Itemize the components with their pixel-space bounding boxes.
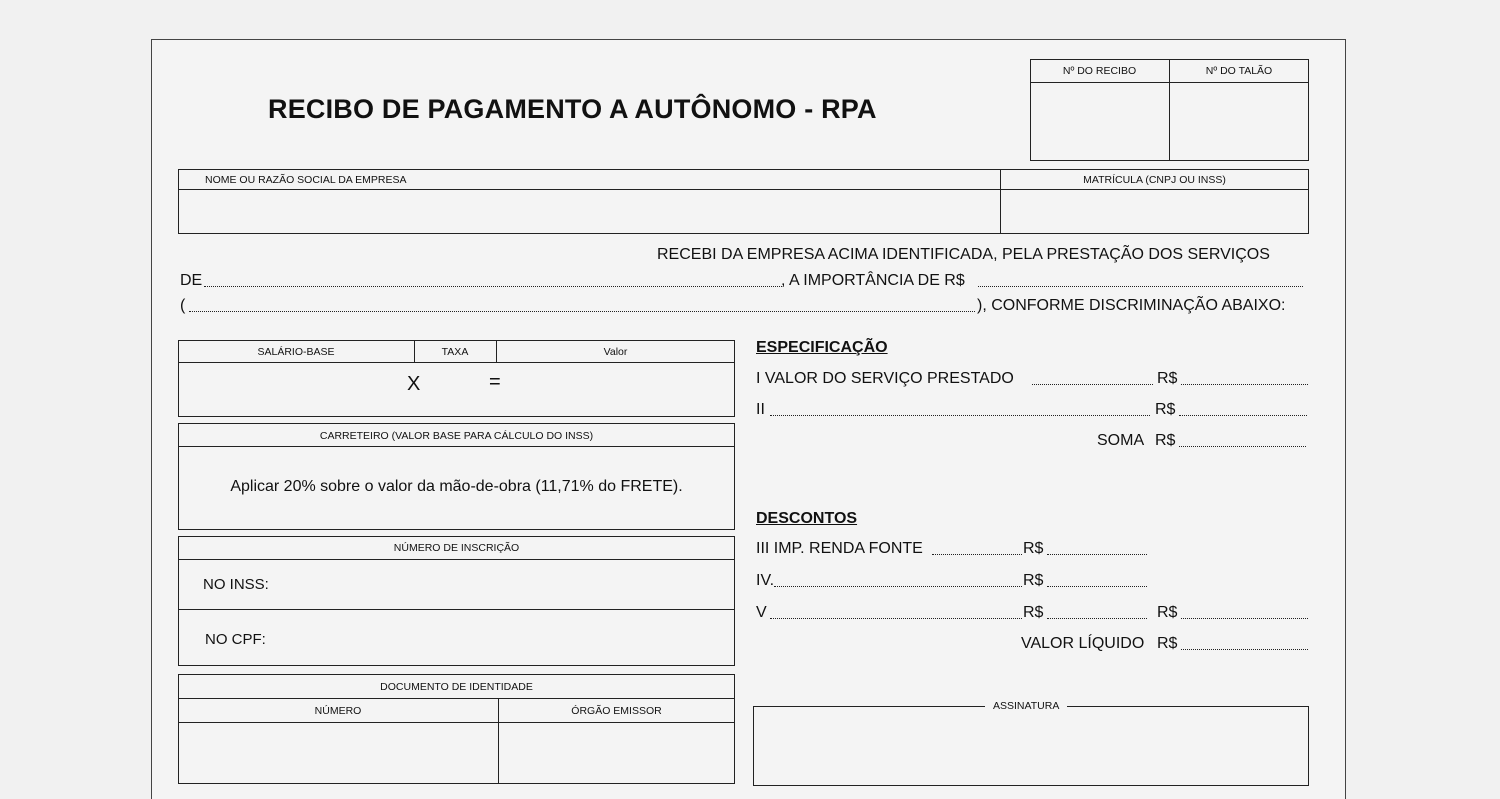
divider (178, 559, 735, 560)
salario-base-header: SALÁRIO-BASE (257, 346, 335, 358)
taxa-field[interactable] (425, 364, 485, 415)
taxa-header: TAXA (441, 346, 469, 358)
item-iv-amount[interactable] (1047, 586, 1147, 587)
currency-symbol: R$ (1155, 432, 1176, 449)
valor-field[interactable] (508, 364, 733, 415)
item-iv-label: IV. (756, 572, 775, 589)
divider (178, 362, 735, 363)
salario-base-field[interactable] (180, 364, 405, 415)
service-description-field[interactable] (204, 286, 782, 287)
servico-prestado-label: I VALOR DO SERVIÇO PRESTADO (756, 370, 1014, 387)
inscricao-header: NÚMERO DE INSCRIÇÃO (393, 542, 520, 554)
divider (178, 722, 735, 723)
assinatura-label: ASSINATURA (985, 700, 1067, 712)
declaration-line2-prefix: DE (180, 272, 203, 289)
ir-fonte-amount[interactable] (1047, 554, 1147, 555)
item-v-description[interactable] (770, 618, 1022, 619)
company-name-label: NOME OU RAZÃO SOCIAL DA EMPRESA (205, 174, 407, 186)
matricula-field[interactable] (1002, 191, 1307, 232)
recibo-number-field[interactable] (1032, 84, 1168, 159)
soma-label: SOMA (1097, 432, 1145, 449)
servico-prestado-amount[interactable] (1181, 384, 1308, 385)
valor-liquido-label: VALOR LÍQUIDO (1021, 635, 1145, 652)
valor-header: Valor (603, 346, 628, 358)
cpf-field[interactable] (280, 612, 730, 664)
declaration-line1: RECEBI DA EMPRESA ACIMA IDENTIFICADA, PELA PRESTAÇÃO DOS SERVIÇOS (657, 246, 1270, 263)
ir-fonte-leader (932, 554, 1022, 555)
assinatura-box[interactable] (753, 706, 1309, 786)
times-symbol: X (407, 373, 421, 395)
orgao-emissor-field[interactable] (500, 724, 733, 775)
descontos-heading: DESCONTOS (756, 510, 858, 527)
ir-fonte-label: III IMP. RENDA FONTE (756, 540, 923, 557)
item-v-label: V (756, 604, 767, 621)
orgao-emissor-header: ÓRGÃO EMISSOR (571, 705, 662, 717)
numero-header: NÚMERO (314, 705, 362, 717)
divider (178, 446, 735, 447)
matricula-label: MATRÍCULA (CNPJ OU INSS) (1083, 174, 1226, 186)
inss-field[interactable] (280, 562, 730, 606)
cpf-label: NO CPF: (205, 631, 266, 648)
identidade-header: DOCUMENTO DE IDENTIDADE (380, 681, 533, 693)
carreteiro-header: CARRETEIRO (VALOR BASE PARA CÁLCULO DO INSS) (319, 430, 594, 442)
company-name-field[interactable] (180, 191, 998, 232)
equals-symbol: = (489, 371, 501, 393)
divider (178, 609, 735, 610)
item-ii-description[interactable] (770, 415, 1150, 416)
currency-symbol: R$ (1157, 635, 1178, 652)
valor-liquido-amount[interactable] (1181, 649, 1308, 650)
currency-symbol: R$ (1023, 604, 1044, 621)
talao-number-field[interactable] (1171, 84, 1307, 159)
servico-prestado-leader (1032, 384, 1153, 385)
item-ii-amount[interactable] (1179, 415, 1307, 416)
declaration-line3-prefix: ( (180, 297, 186, 314)
divider (178, 189, 1309, 190)
declaration-line2-suffix: , A IMPORTÂNCIA DE R$ (781, 272, 965, 289)
item-iv-description[interactable] (774, 586, 1022, 587)
currency-symbol: R$ (1023, 540, 1044, 557)
especificacao-heading: ESPECIFICAÇÃO (756, 339, 888, 356)
carreteiro-text: Aplicar 20% sobre o valor da mão-de-obra (11,71% do FRETE). (230, 478, 683, 495)
soma-amount[interactable] (1179, 446, 1306, 447)
currency-symbol: R$ (1155, 401, 1176, 418)
item-v-amount[interactable] (1047, 618, 1147, 619)
descontos-total-amount[interactable] (1181, 618, 1308, 619)
currency-symbol: R$ (1023, 572, 1044, 589)
form-title: RECIBO DE PAGAMENTO A AUTÔNOMO - RPA (268, 94, 877, 124)
amount-in-words-field[interactable] (189, 311, 975, 312)
identidade-numero-field[interactable] (180, 724, 496, 775)
currency-symbol: R$ (1157, 604, 1178, 621)
divider (178, 698, 735, 699)
currency-symbol: R$ (1157, 370, 1178, 387)
amount-field[interactable] (978, 286, 1303, 287)
talao-number-label: Nº DO TALÃO (1205, 65, 1273, 77)
declaration-line3-suffix: ), CONFORME DISCRIMINAÇÃO ABAIXO: (977, 297, 1286, 314)
item-ii-label: II (756, 401, 765, 418)
inss-label: NO INSS: (203, 576, 269, 593)
recibo-number-label: Nº DO RECIBO (1062, 65, 1137, 77)
